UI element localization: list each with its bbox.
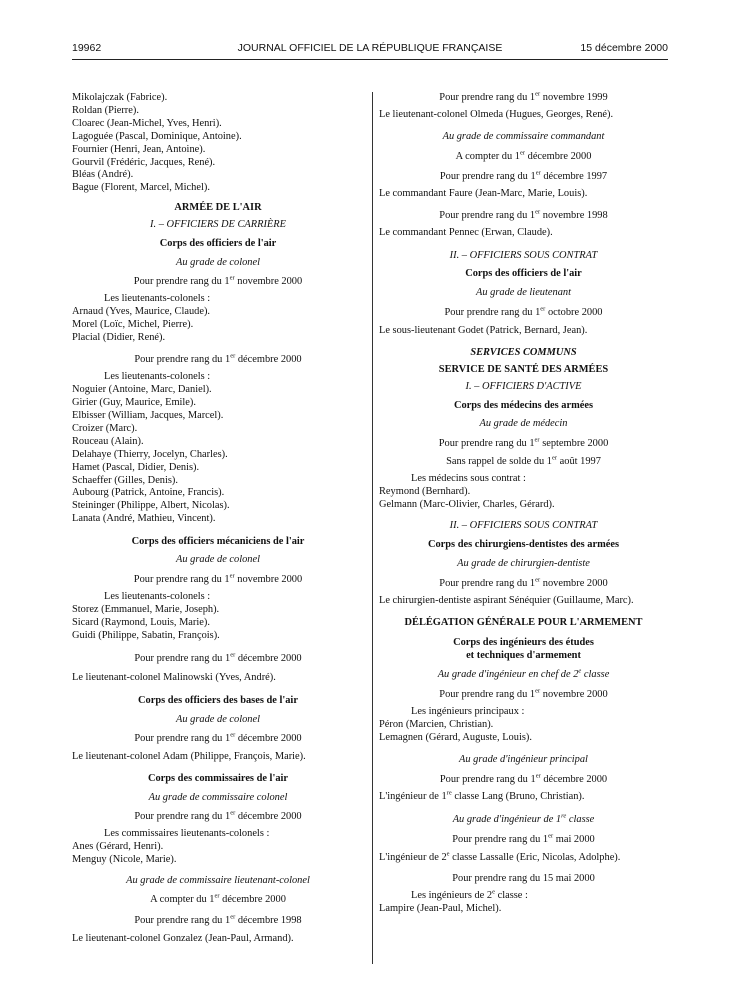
name-entry: Placial (Didier, René). (72, 331, 166, 343)
name-entry: Rouceau (Alain). (72, 435, 144, 447)
rank-date-line: Pour prendre rang du 1er septembre 2000 (438, 436, 609, 450)
corps-heading: Corps des officiers de l'air (159, 238, 277, 250)
rank-date-line: Pour prendre rang du 1er décembre 2000 (134, 651, 302, 664)
section-heading: SERVICES COMMUNS (470, 346, 577, 358)
grade-heading: Au grade de médecin (479, 418, 568, 430)
rank-date-line: Pour prendre rang du 1er décembre 1997 (439, 169, 608, 182)
grade-heading: Au grade de commissaire colonel (148, 791, 288, 803)
rank-date-line: Pour prendre rang du 1er décembre 2000 (134, 352, 302, 366)
page-header (72, 42, 668, 56)
journal-title: JOURNAL OFFICIEL DE LA RÉPUBLIQUE FRANÇAISE (237, 42, 503, 54)
promotion-entry: L'ingénieur de 2e classe Lassalle (Eric, Nicolas, Adolphe). (379, 850, 621, 864)
page-number: 19962 (72, 42, 102, 54)
name-entry: Fournier (Henri, Jean, Antoine). (72, 143, 206, 155)
subsection-heading: II. – OFFICIERS SOUS CONTRAT (449, 519, 598, 531)
grade-heading: Au grade de lieutenant (476, 287, 571, 299)
rank-date-line: Pour prendre rang du 1er novembre 2000 (439, 576, 608, 589)
rank-date-line: Pour prendre rang du 15 mai 2000 (452, 873, 595, 885)
rank-date-line: Pour prendre rang du 1er novembre 1999 (439, 90, 608, 103)
name-entry: Cloarec (Jean-Michel, Yves, Henri). (72, 117, 222, 129)
section-heading: DÉLÉGATION GÉNÉRALE POUR L'ARMEMENT (404, 617, 643, 629)
promotion-entry: Le sous-lieutenant Godet (Patrick, Bernard, Jean). (379, 324, 588, 336)
list-intro: Les ingénieurs principaux : (411, 705, 525, 717)
name-entry: Lampire (Jean-Paul, Michel). (379, 902, 502, 914)
grade-heading: Au grade de chirurgien-dentiste (457, 557, 590, 569)
name-entry: Elbisser (William, Jacques, Marcel). (72, 410, 224, 422)
name-entry: Hamet (Pascal, Didier, Denis). (72, 461, 200, 473)
rank-date-line: Pour prendre rang du 1er décembre 2000 (134, 731, 302, 745)
name-entry: Arnaud (Yves, Maurice, Claude). (72, 305, 211, 317)
promotion-entry: Le lieutenant-colonel Adam (Philippe, François, Marie). (72, 751, 306, 763)
rank-date-line: Pour prendre rang du 1er décembre 2000 (134, 809, 302, 822)
name-entry: Noguier (Antoine, Marc, Daniel). (72, 384, 212, 396)
list-intro: Les ingénieurs de 2e classe : (411, 888, 528, 901)
grade-heading: Au grade de commissaire commandant (442, 130, 605, 142)
name-entry: Steininger (Philippe, Albert, Nicolas). (72, 500, 230, 512)
section-heading: ARMÉE DE L'AIR (174, 202, 262, 214)
corps-heading: Corps des officiers mécaniciens de l'air (131, 536, 305, 548)
list-intro: Les lieutenants-colonels : (104, 371, 211, 383)
rank-date-line: Pour prendre rang du 1er mai 2000 (452, 832, 595, 846)
name-entry: Schaeffer (Gilles, Denis). (72, 474, 178, 486)
list-intro: Les commissaires lieutenants-colonels : (104, 827, 270, 839)
column-divider (372, 92, 373, 964)
rank-date-line: Pour prendre rang du 1er décembre 1998 (134, 913, 302, 927)
subsection-heading: I. – OFFICIERS D'ACTIVE (465, 380, 582, 392)
corps-heading: Corps des officiers des bases de l'air (138, 695, 298, 707)
issue-date: 15 décembre 2000 (580, 42, 668, 54)
name-entry: Delahaye (Thierry, Jocelyn, Charles). (72, 448, 228, 460)
name-entry: Mikolajczak (Fabrice). (72, 92, 168, 103)
promotion-entry: Le chirurgien-dentiste aspirant Sénéquier (Guillaume, Marc). (379, 595, 634, 607)
corps-heading: Corps des officiers de l'air (465, 268, 582, 280)
corps-heading: et techniques d'armement (466, 650, 581, 662)
rank-date-line: Pour prendre rang du 1er novembre 2000 (133, 274, 303, 287)
grade-heading: Au grade d'ingénieur en chef de 2e classe (437, 667, 610, 681)
rank-date-line: A compter du 1er décembre 2000 (150, 892, 286, 906)
corps-heading: Corps des médecins des armées (453, 399, 594, 411)
promotion-entry: Le lieutenant-colonel Malinowski (Yves, André). (72, 672, 276, 684)
list-intro: Les lieutenants-colonels : (104, 590, 211, 602)
list-intro: Les lieutenants-colonels : (104, 292, 211, 304)
name-entry: Lemagnen (Gérard, Auguste, Louis). (379, 731, 532, 743)
name-entry: Péron (Marcien, Christian). (379, 718, 494, 730)
corps-heading: Corps des commissaires de l'air (147, 772, 289, 784)
name-entry: Lagoguée (Pascal, Dominique, Antoine). (72, 130, 242, 142)
name-entry: Croizer (Marc). (72, 422, 138, 434)
rank-date-line: Sans rappel de solde du 1er août 1997 (446, 454, 601, 468)
promotion-entry: L'ingénieur de 1re classe Lang (Bruno, Christian). (379, 789, 585, 803)
name-entry: Aubourg (Patrick, Antoine, Francis). (72, 487, 225, 499)
promotion-entry: Le commandant Pennec (Erwan, Claude). (379, 227, 553, 239)
subsection-heading: I. – OFFICIERS DE CARRIÈRE (150, 219, 286, 231)
name-entry: Anes (Gérard, Henri). (72, 840, 164, 852)
rank-date-line: Pour prendre rang du 1er octobre 2000 (444, 305, 603, 318)
right-column (379, 92, 668, 916)
name-entry: Gelmann (Marc-Olivier, Charles, Gérard). (379, 498, 555, 510)
name-entry: Girier (Guy, Maurice, Emile). (72, 397, 196, 409)
grade-heading: Au grade de colonel (176, 554, 260, 566)
list-intro: Les médecins sous contrat : (411, 473, 526, 485)
corps-heading: Corps des chirurgiens-dentistes des armées (427, 538, 620, 550)
service-heading: SERVICE DE SANTÉ DES ARMÉES (438, 363, 609, 375)
name-entry: Bague (Florent, Marcel, Michel). (72, 182, 210, 194)
promotion-entry: Le lieutenant-colonel Gonzalez (Jean-Paul, Armand). (72, 933, 294, 945)
grade-heading: Au grade de commissaire lieutenant-colonel (126, 875, 310, 887)
name-entry: Bléas (André). (72, 169, 134, 181)
name-entry: Roldan (Pierre). (72, 104, 139, 116)
left-column (72, 92, 364, 946)
corps-heading: Corps des ingénieurs des études (453, 637, 594, 649)
grade-heading: Au grade d'ingénieur principal (459, 753, 588, 765)
grade-heading: Au grade de colonel (176, 714, 260, 726)
name-entry: Guidi (Philippe, Sabatin, François). (72, 629, 220, 641)
name-entry: Lanata (André, Mathieu, Vincent). (72, 513, 216, 525)
name-entry: Sicard (Raymond, Louis, Marie). (72, 616, 210, 628)
name-entry: Morel (Loïc, Michel, Pierre). (72, 318, 194, 330)
subsection-heading: II. – OFFICIERS SOUS CONTRAT (449, 250, 598, 262)
grade-heading: Au grade de colonel (176, 256, 260, 268)
rank-date-line: Pour prendre rang du 1er décembre 2000 (439, 772, 608, 785)
promotion-entry: Le lieutenant-colonel Olmeda (Hugues, Georges, René). (379, 108, 614, 120)
header-rule (72, 59, 668, 60)
rank-date-line: Pour prendre rang du 1er novembre 2000 (439, 687, 608, 700)
name-entry: Gourvil (Frédéric, Jacques, René). (72, 156, 216, 168)
promotion-entry: Le commandant Faure (Jean-Marc, Marie, Louis). (379, 187, 588, 199)
name-entry: Storez (Emmanuel, Marie, Joseph). (72, 603, 220, 615)
rank-date-line: Pour prendre rang du 1er novembre 1998 (439, 208, 608, 222)
rank-date-line: A compter du 1er décembre 2000 (455, 149, 592, 162)
grade-heading: Au grade d'ingénieur de 1re classe (452, 812, 595, 826)
name-entry: Menguy (Nicole, Marie). (72, 853, 177, 865)
name-entry: Reymond (Bernhard). (379, 486, 471, 498)
rank-date-line: Pour prendre rang du 1er novembre 2000 (133, 572, 303, 585)
